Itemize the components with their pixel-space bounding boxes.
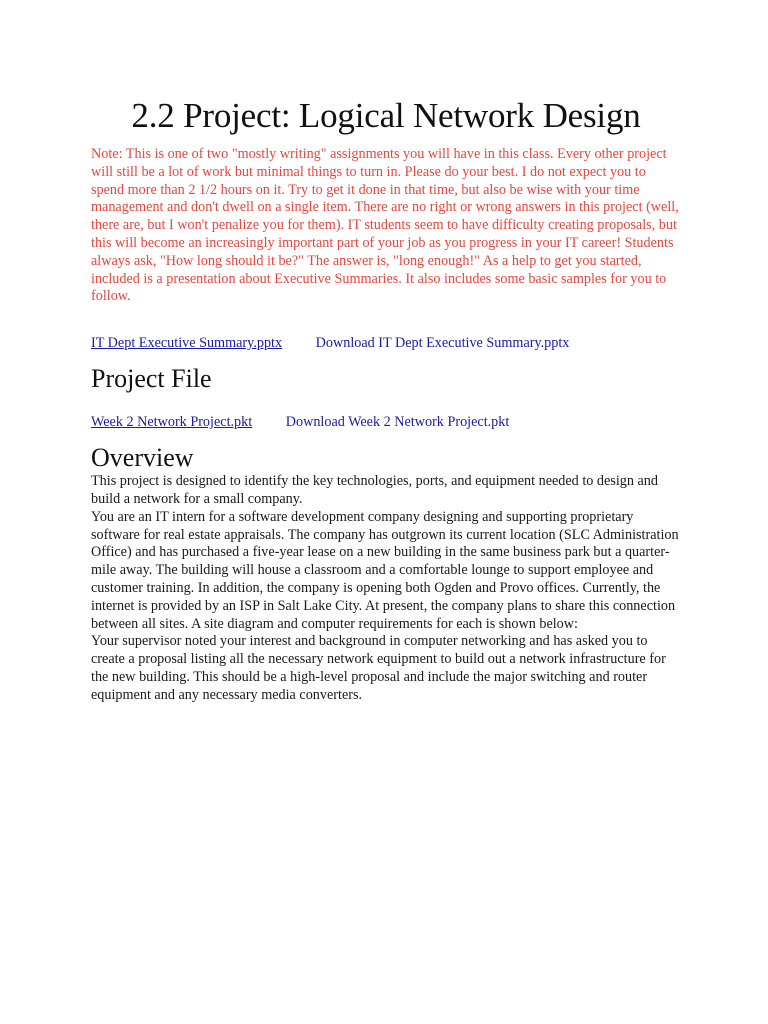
- overview-heading: Overview: [91, 443, 194, 473]
- executive-summary-download-link[interactable]: Download IT Dept Executive Summary.pptx: [315, 335, 570, 352]
- attachment-row-executive-summary: [91, 334, 681, 352]
- overview-paragraph-2: You are an IT intern for a software development company designing and supporting proprietary software for real estate appraisals. The company has outgrown its current location (SLC Administration Office) and has purchased a five-year lease on a new building in the same business park but a quarter-mile away. The building will house a classroom and a comfortable lounge to support employee and customer training. In addition, the company is opening both Ogden and Provo offices. Currently, the internet is provided by an ISP in Salt Lake City. At present, the company plans to share this connection between all sites. A site diagram and computer requirements for each is shown below:: [91, 508, 679, 632]
- assignment-note: Note: This is one of two "mostly writing" assignments you will have in this class. Every other project will still be a lot of work but minimal things to turn in. Please do your best. I do not expect you to spend more than 2 1/2 hours on it. Try to get it done in that time, but also be wise with your time management and don't dwell on a single item. There are no right or wrong answers in this project (well, there are, but I won't penalize you for them). IT students seem to have difficulty creating proposals, but this will become an increasingly important part of your job as you progress in your IT career! Students always ask, "How long should it be?" The answer is, "long enough!" As a help to get you started, included is a presentation about Executive Summaries. It also includes some basic samples for you to follow.: [91, 146, 679, 305]
- document-page: [91, 96, 681, 705]
- overview-paragraph-3: Your supervisor noted your interest and background in computer networking and has asked you to create a proposal listing all the necessary network equipment to build out a network infrastructure for the new building. This should be a high-level proposal and include the major switching and router equipment and any necessary media converters.: [91, 633, 666, 703]
- project-file-heading: Project File: [91, 364, 212, 394]
- network-project-file-link[interactable]: Week 2 Network Project.pkt: [91, 414, 253, 431]
- executive-summary-file-link[interactable]: IT Dept Executive Summary.pptx: [91, 335, 283, 352]
- network-project-download-link[interactable]: Download Week 2 Network Project.pkt: [285, 414, 510, 431]
- page-title: 2.2 Project: Logical Network Design: [131, 96, 641, 135]
- overview-paragraph-1: This project is designed to identify the key technologies, ports, and equipment needed to design and build a network for a small company.: [91, 473, 658, 507]
- attachment-row-network-project: [91, 413, 681, 431]
